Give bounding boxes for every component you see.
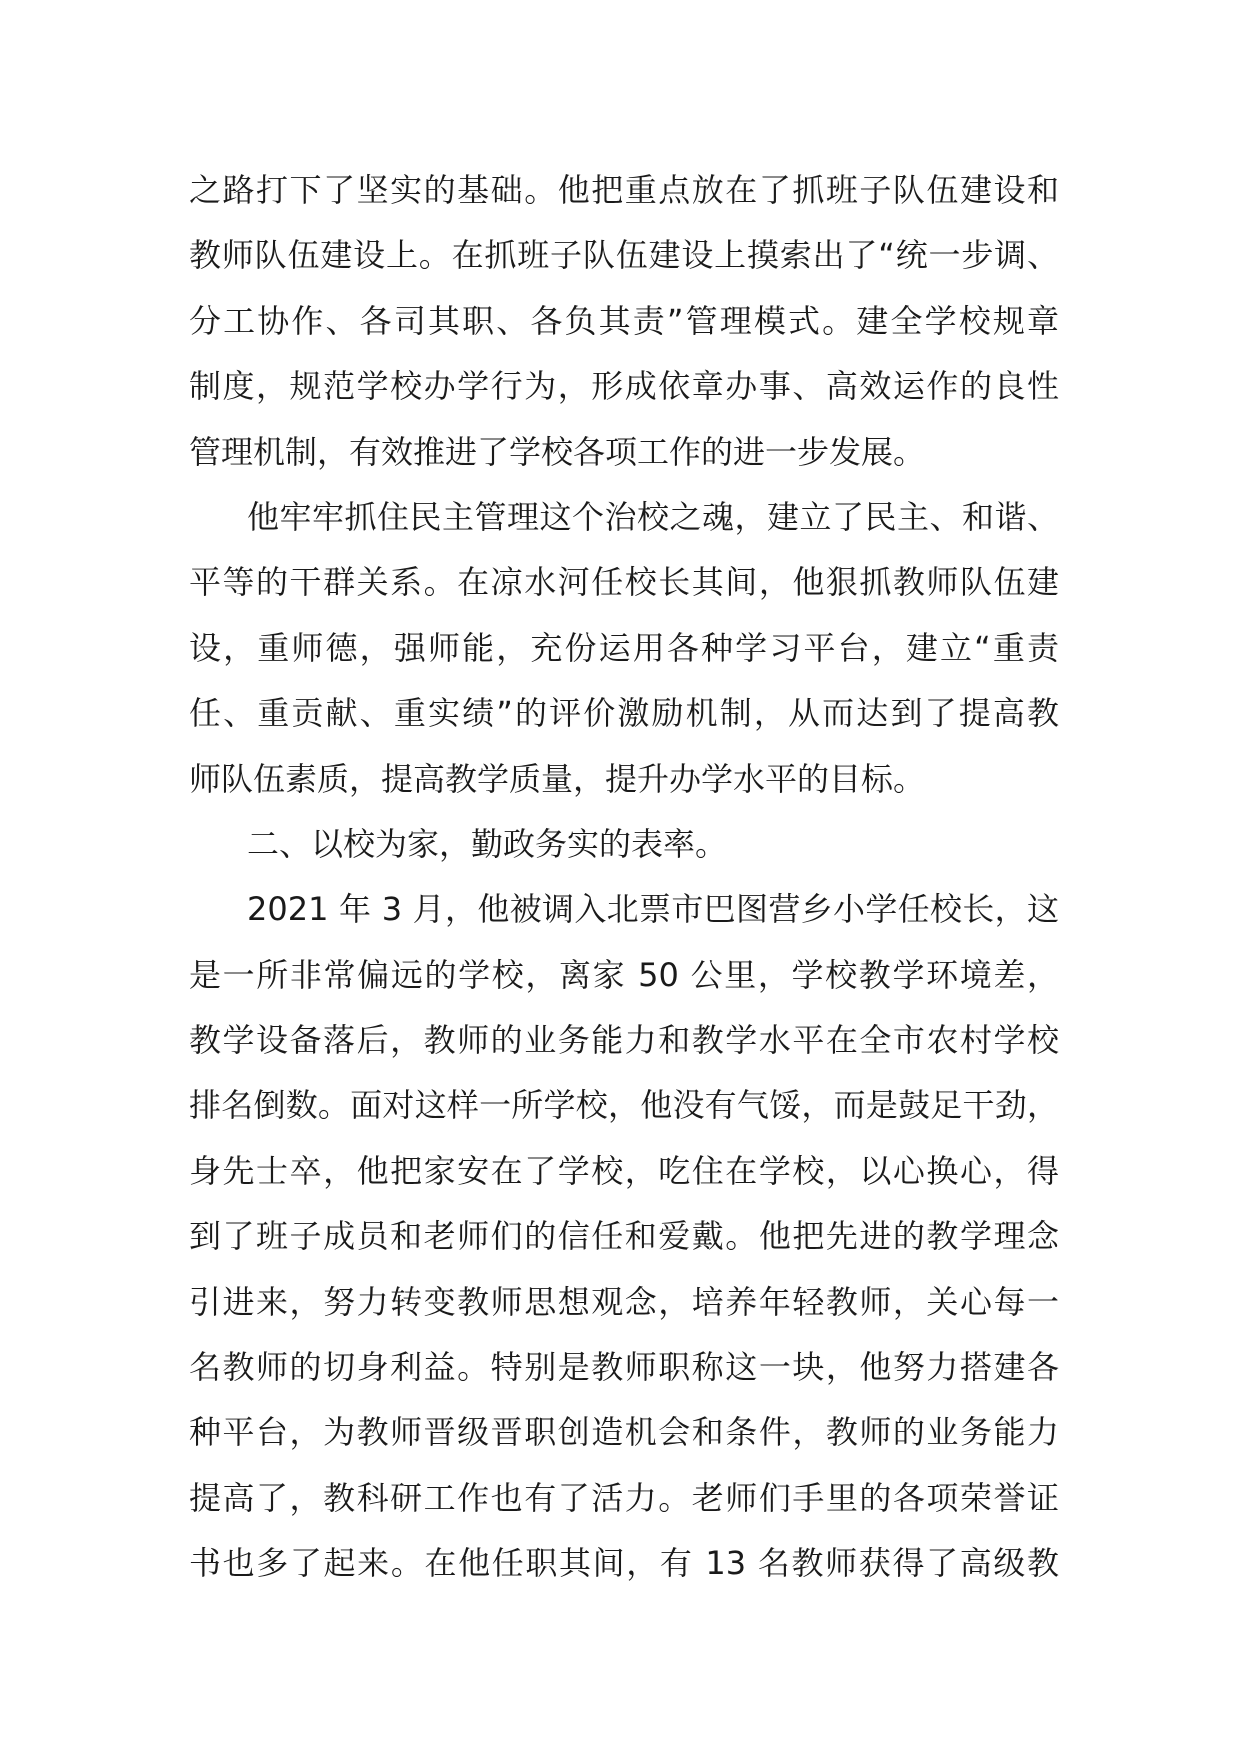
text-line: 教学设备落后，教师的业务能力和教学水平在全市农村学校 bbox=[189, 1021, 1059, 1060]
text-line: 提高了，教科研工作也有了活力。老师们手里的各项荣誉证 bbox=[189, 1478, 1059, 1517]
text-line: 他牢牢抓住民主管理这个治校之魂，建立了民主、和谐、 bbox=[247, 497, 1059, 536]
text-line: 之路打下了坚实的基础。他把重点放在了抓班子队伍建设和 bbox=[189, 171, 1059, 209]
text-line: 制度，规范学校办学行为，形成依章办事、高效运作的良性 bbox=[189, 367, 1059, 406]
text-line: 书也多了起来。在他任职其间，有 13 名教师获得了高级教 bbox=[189, 1544, 1059, 1583]
text-line: 身先士卒，他把家安在了学校，吃住在学校，以心换心，得 bbox=[189, 1151, 1059, 1190]
text-line: 到了班子成员和老师们的信任和爱戴。他把先进的教学理念 bbox=[189, 1217, 1059, 1256]
text-line: 平等的干群关系。在凉水河任校长其间，他狠抓教师队伍建 bbox=[189, 563, 1059, 602]
text-line: 管理机制，有效推进了学校各项工作的进一步发展。 bbox=[189, 432, 926, 471]
text-line: 2021 年 3 月，他被调入北票市巴图营乡小学任校长，这 bbox=[247, 890, 1059, 929]
text-line: 种平台，为教师晋级晋职创造机会和条件，教师的业务能力 bbox=[189, 1413, 1059, 1452]
section-heading: 二、以校为家，勤政务实的表率。 bbox=[247, 824, 728, 863]
text-line: 师队伍素质，提高教学质量，提升办学水平的目标。 bbox=[189, 759, 926, 798]
text-line: 设，重师德，强师能，充份运用各种学习平台，建立“重责 bbox=[189, 628, 1059, 667]
text-line: 分工协作、各司其职、各负其责”管理模式。建全学校规章 bbox=[189, 301, 1059, 340]
body-text bbox=[189, 158, 1059, 1597]
text-line: 排名倒数。面对这样一所学校，他没有气馁，而是鼓足干劲， bbox=[189, 1086, 1059, 1125]
text-line: 是一所非常偏远的学校，离家 50 公里，学校教学环境差， bbox=[189, 955, 1059, 994]
text-line: 任、重贡献、重实绩”的评价激励机制，从而达到了提高教 bbox=[189, 694, 1059, 733]
text-line: 引进来，努力转变教师思想观念，培养年轻教师，关心每一 bbox=[189, 1282, 1059, 1321]
text-line: 名教师的切身利益。特别是教师职称这一块，他努力搭建各 bbox=[189, 1348, 1059, 1387]
text-line: 教师队伍建设上。在抓班子队伍建设上摸索出了“统一步调、 bbox=[189, 236, 1059, 275]
